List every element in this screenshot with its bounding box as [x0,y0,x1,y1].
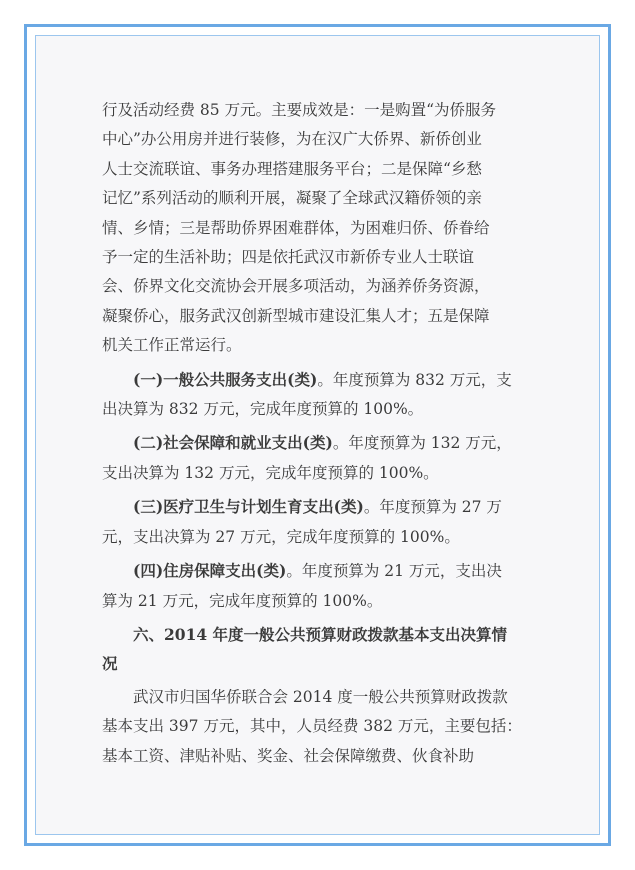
expense-item-4 [102,556,532,616]
expense-item-line [102,492,532,522]
expense-item-line [102,556,532,586]
section-heading-line: 六、2014 年度一般公共预算财政拨款基本支出决算情 [133,624,508,644]
body-line: 武汉市归国华侨联合会 2014 度一般公共预算财政拨款 [133,687,508,706]
body-line: 基本工资、津贴补贴、奖金、社会保障缴费、伙食补助 [102,746,475,765]
body-line: 记忆”系列活动的顺利开展，凝聚了全球武汉籍侨领的亲 [102,189,482,208]
expense-category: (四)住房保障支出(类) [133,561,287,581]
document-body [102,96,532,771]
expense-category: (三)医疗卫生与计划生育支出(类) [133,497,364,517]
body-line: 基本支出 397 万元，其中，人员经费 382 万元，主要包括： [102,717,522,736]
body-line: 人士交流联谊、事务办理搭建服务平台；二是保障“乡愁 [102,159,482,178]
body-line: 中心”办公用房并进行装修，为在汉广大侨界、新侨创业 [102,130,482,149]
expense-text: 。年度预算为 832 万元，支 [317,370,512,389]
body-line: 予一定的生活补助；四是依托武汉市新侨专业人士联谊 [102,248,475,267]
body-line: 凝聚侨心，服务武汉创新型城市建设汇集人才；五是保障 [102,306,490,325]
expense-item-line: 出决算为 832 万元，完成年度预算的 100%。 [102,400,424,419]
expense-item-line: 元，支出决算为 27 万元，完成年度预算的 100%。 [102,527,460,546]
expense-item-line: 支出决算为 132 万元，完成年度预算的 100%。 [102,463,439,482]
expense-text: 。年度预算为 132 万元， [332,434,512,453]
expense-text: 。年度预算为 21 万元，支出决 [286,562,502,581]
body-line: 会、侨界文化交流协会开展多项活动，为涵养侨务资源， [102,277,490,296]
body-line: 机关工作正常运行。 [102,336,242,355]
expense-text: 。年度预算为 27 万 [363,498,502,517]
expense-item-2 [102,428,532,488]
body-line: 情、乡情；三是帮助侨界困难群体，为困难归侨、侨眷给 [102,218,490,237]
section-heading-line: 况 [102,654,118,674]
body-line: 行及活动经费 85 万元。主要成效是：一是购置“为侨服务 [102,101,497,119]
expense-item-line [102,428,532,458]
section-heading [102,620,532,679]
expense-item-line [102,365,532,395]
basic-expense-paragraph [102,683,532,771]
expense-item-1 [102,365,532,425]
expense-category: (一)一般公共服务支出(类) [133,369,318,389]
expense-category: (二)社会保障和就业支出(类) [133,433,333,453]
expense-item-3 [102,492,532,552]
expense-item-line: 算为 21 万元，完成年度预算的 100%。 [102,591,383,610]
